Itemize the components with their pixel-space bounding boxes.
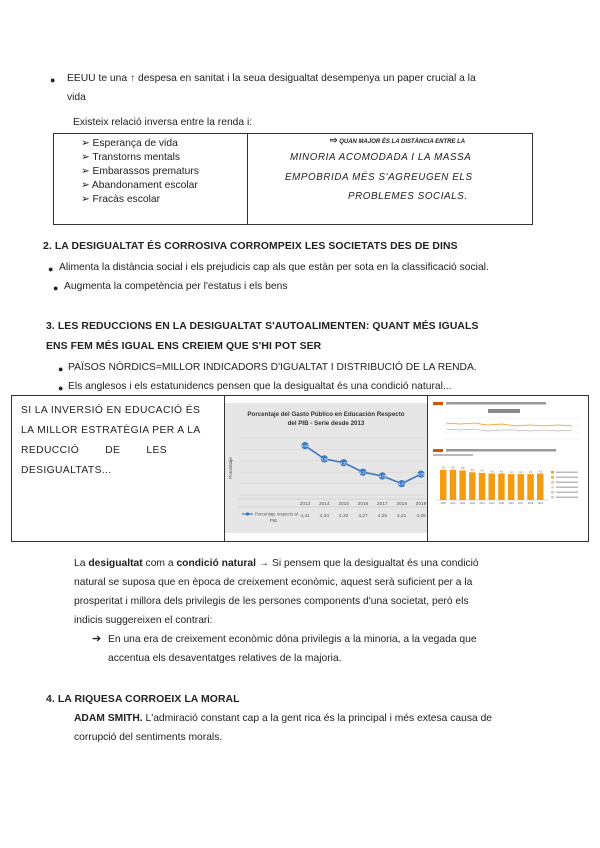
legend-text-bar: [556, 482, 578, 484]
legend-text-bar: [556, 492, 578, 494]
list-item: ➢ Abandonament escolar: [81, 180, 198, 191]
paragraph-line-1: [74, 557, 479, 571]
legend-text-bar: [556, 487, 578, 489]
x-tick-label: 2015: [338, 502, 350, 507]
x-tick-label: 2010: [450, 502, 456, 505]
bar: [527, 474, 534, 500]
bold-term: condició natural: [176, 558, 256, 569]
table-value: 4,27: [358, 514, 368, 519]
legend-swatch: [551, 491, 554, 494]
bar-value-label: 4,3: [499, 470, 504, 474]
legend-swatch: [551, 496, 554, 499]
education-box: [11, 395, 589, 542]
section3-bullet-1: PAÏSOS NÒRDICS=MILLOR INDICADORS D'IGUALTAT I DISTRIBUCIÓ DE LA RENDA.: [68, 362, 477, 373]
bar-value-label: 4,9: [451, 466, 455, 470]
bar: [469, 472, 476, 500]
note-line-1: MINORIA ACOMODADA I LA MASSA: [290, 152, 472, 163]
bold-term: desigualtat: [88, 558, 143, 569]
bullet-dot: ●: [50, 75, 56, 85]
header-tag: [433, 402, 443, 405]
x-tick-label: 2016: [357, 502, 369, 507]
header-tag-2: [433, 449, 443, 452]
legend-swatch: [551, 476, 554, 479]
bar: [489, 473, 496, 500]
list-item: ➢ Fracàs escolar: [81, 194, 161, 205]
bar: [440, 470, 447, 500]
note-small-row: [330, 135, 465, 146]
x-tick-label: 2014: [318, 502, 330, 507]
legend-swatch: [551, 486, 554, 489]
box-divider-2: [427, 396, 428, 541]
x-tick-label: 2011: [460, 502, 466, 505]
x-tick-label: 2019: [415, 502, 427, 507]
section3-bullet-2: Els anglesos i els estatunidencs pensen que la desigualtat és una condició natural...: [68, 381, 452, 392]
bar: [498, 473, 505, 500]
x-tick-label: 2015: [498, 502, 505, 505]
table-value: 4,25: [377, 514, 388, 519]
arrow-line-1: En una era de creixement econòmic dóna privilegis a la minoria, a la vegada que: [108, 634, 477, 645]
legend-text-bar: [556, 477, 578, 479]
data-label: 4,41: [301, 444, 309, 449]
bullet-dot: ●: [58, 383, 64, 393]
bar: [450, 470, 457, 500]
x-tick-label: 2014: [489, 502, 495, 505]
arrow-right-icon: ➔: [92, 633, 102, 645]
legend-label: Porcentaje respecto al: [255, 511, 298, 517]
paragraph-line-2: natural se suposa que en època de creixement econòmic, aquest serà suficient per a la: [74, 577, 473, 588]
bar-chart-bars: [436, 467, 548, 505]
table-value: 4,32: [338, 514, 349, 519]
data-label: 4,34: [320, 457, 328, 462]
data-label: 4,26: [417, 472, 425, 477]
legend-marker: [246, 512, 249, 515]
data-label: 4,21: [398, 482, 406, 487]
section2-bullet-2: Augmenta la competència per l'estatus i els bens: [64, 281, 288, 292]
x-tick-label: 2009: [440, 502, 446, 505]
paragraph-run: com a: [142, 558, 177, 569]
bar: [479, 473, 486, 500]
header-text-bar-3: [433, 454, 473, 456]
x-tick-label: 2016: [508, 502, 514, 505]
legend-label-2: PIB: [270, 518, 277, 523]
x-tick-label: 2012: [469, 502, 476, 505]
bar-value-label: 4,2: [528, 470, 533, 474]
line-chart-title-1: Porcentaje del Gasto Público en Educación Respecto: [247, 411, 405, 418]
bullet-dot: ●: [53, 283, 59, 293]
x-tick-label: 2017: [518, 502, 524, 505]
bar-value-label: 4,3: [538, 470, 542, 474]
bar-value-label: 4,9: [441, 466, 445, 470]
header-text-bar: [446, 402, 546, 405]
bullet-dot: ●: [48, 264, 54, 274]
x-tick-label: 2019: [537, 502, 543, 505]
bar-value-label: 4,5: [470, 469, 475, 473]
data-label: 4,32: [340, 461, 348, 466]
arrow-line-2: accentua els desaventatges relatives de la majoria.: [108, 653, 342, 664]
section4-heading: 4. LA RIQUESA CORROEIX LA MORAL: [46, 694, 240, 705]
bullet-dot: ●: [58, 364, 64, 374]
education-line-2: LA MILLOR ESTRATÈGIA PER A LA: [21, 425, 201, 436]
relation-box-divider: [247, 134, 248, 224]
bar: [508, 474, 515, 500]
bar: [459, 470, 466, 500]
education-line-3: REDUCCIÓ DE LES: [21, 445, 168, 456]
author-name: ADAM SMITH.: [74, 713, 143, 724]
list-item: ➢ Embarassos prematurs: [81, 166, 199, 177]
bar-value-label: 4,3: [490, 470, 494, 474]
section3-heading-1: 3. LES REDUCCIONS EN LA DESIGUALTAT S'AUTOALIMENTEN: QUANT MÉS IGUALS: [46, 321, 479, 332]
education-line-1: SI LA INVERSIÓ EN EDUCACIÓ ÉS: [21, 405, 201, 416]
education-line-4: DESIGUALTATS...: [21, 465, 112, 476]
relation-box: [53, 133, 533, 225]
paragraph-run: → Si pensem que la desigualtat és una condició: [255, 558, 479, 569]
x-tick-label: 2013: [299, 502, 311, 507]
x-tick-label: 2018: [527, 502, 534, 505]
line-chart-ylabel: Porcentaje: [228, 457, 233, 479]
table-value: 4,26: [416, 514, 426, 519]
paragraph-line-3: prosperitat i millora dels privilegis de les persones components d'una societat, però els: [74, 596, 469, 607]
bar-value-label: 4,2: [509, 470, 513, 474]
section3-heading-2: ENS FEM MÉS IGUAL ENS CREIEM QUE S'HI POT SER: [46, 341, 322, 352]
list-item: ➢ Transtorns mentals: [81, 152, 181, 163]
line-chart-title-2: del PIB - Serie desde 2013: [287, 420, 365, 427]
x-tick-label: 2018: [396, 502, 408, 507]
header-text-bar-2: [446, 449, 556, 452]
data-label: 4,25: [378, 474, 386, 479]
section4-quote-1: [74, 712, 492, 726]
legend-swatch: [551, 471, 554, 474]
line-chart: [225, 403, 427, 533]
bar-value-label: 4,2: [519, 470, 523, 474]
legend-text-bar: [556, 472, 578, 474]
bar: [537, 473, 544, 500]
paragraph-line-4: indicis suggereixen el contrari:: [74, 615, 213, 626]
legend-text-bar: [556, 497, 578, 499]
x-tick-label: 2013: [479, 502, 485, 505]
bar: [518, 474, 525, 500]
section2-heading: 2. LA DESIGUALTAT ÉS CORROSIVA CORROMPEIX LES SOCIETATS DES DE DINS: [43, 241, 458, 252]
header-chip: [488, 409, 520, 413]
intro-line-2: vida: [67, 92, 86, 103]
table-value: 4,34: [319, 514, 330, 519]
arrow-right-icon: ⇨: [330, 135, 338, 145]
list-item: ➢ Esperança de vida: [81, 138, 178, 149]
education-text: [21, 401, 216, 481]
data-label: 4,27: [359, 470, 367, 475]
quote-text: L'admiració constant cap a la gent rica és la principal i més extesa causa de: [142, 713, 493, 724]
x-tick-label: 2017: [376, 502, 388, 507]
intro-line-1: EEUU te una ↑ despesa en sanitat i la seua desigualtat desempenya un paper crucial a la: [67, 73, 476, 84]
section4-quote-2: corrupció del sentiments morals.: [74, 732, 223, 743]
table-value: 4,21: [396, 514, 407, 519]
section2-bullet-1: Alimenta la distància social i els prejudicis cap als que estàn per sota en la classificació social.: [59, 262, 489, 273]
bar-value-label: 4,4: [480, 469, 484, 473]
paragraph-run: La: [74, 558, 89, 569]
note-small: QUAN MAJOR ÉS LA DISTÀNCIA ENTRE LA: [339, 139, 466, 145]
legend-swatch: [551, 481, 554, 484]
note-line-3: PROBLEMES SOCIALS.: [348, 191, 468, 202]
note-line-2: EMPOBRIDA MÉS S'AGREUGEN ELS: [285, 172, 473, 183]
bar-value-label: 4,8: [460, 467, 465, 471]
relation-label: Existeix relació inversa entre la renda i:: [73, 117, 253, 128]
table-value: 4,41: [300, 514, 310, 519]
bar-chart: [430, 399, 585, 509]
